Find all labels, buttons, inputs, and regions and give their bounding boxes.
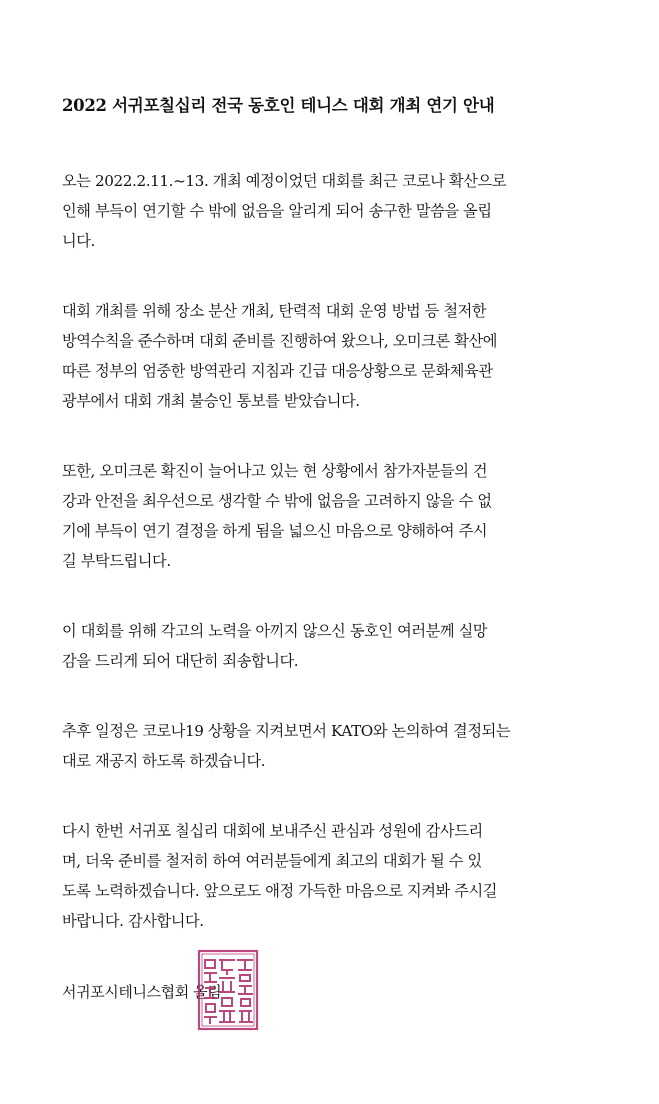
paragraph-2 — [62, 296, 602, 416]
paragraph-3 — [62, 456, 602, 576]
paragraph-6 — [62, 816, 602, 936]
paragraph-line: 이 대회를 위해 각고의 노력을 아끼지 않으신 동호인 여러분께 실망 — [62, 622, 488, 640]
notice-title: 2022 서귀포칠십리 전국 동호인 테니스 대회 개최 연기 안내 — [62, 96, 495, 115]
paragraph-line: 바랍니다. 감사합니다. — [62, 912, 204, 930]
paragraph-line: 강과 안전을 최우선으로 생각할 수 밖에 없음을 고려하지 않을 수 없 — [62, 492, 492, 510]
paragraph-1 — [62, 166, 602, 256]
paragraph-line: 감을 드리게 되어 대단히 죄송합니다. — [62, 652, 299, 670]
paragraph-line: 도록 노력하겠습니다. 앞으로도 애정 가득한 마음으로 지켜봐 주시길 — [62, 882, 498, 900]
paragraph-line: 광부에서 대회 개최 불승인 통보를 받았습니다. — [62, 392, 360, 410]
paragraph-line: 길 부탁드립니다. — [62, 552, 171, 570]
paragraph-line: 추후 일정은 코로나19 상황을 지켜보면서 KATO와 논의하여 결정되는 — [62, 722, 511, 740]
paragraph-line: 또한, 오미크론 확진이 늘어나고 있는 현 상황에서 참가자분들의 건 — [62, 462, 488, 480]
signature-line: 서귀포시테니스협회 올림 — [62, 983, 222, 1001]
paragraph-line: 대회 개최를 위해 장소 분산 개최, 탄력적 대회 운영 방법 등 철저한 — [62, 302, 487, 320]
paragraph-line: 인해 부득이 연기할 수 밖에 없음을 알리게 되어 송구한 말씀을 올립 — [62, 202, 492, 220]
paragraph-5 — [62, 716, 602, 776]
paragraph-line: 따른 정부의 엄중한 방역관리 지침과 긴급 대응상황으로 문화체육관 — [62, 362, 493, 380]
paragraph-line: 며, 더욱 준비를 철저히 하여 여러분들에게 최고의 대회가 될 수 있 — [62, 852, 482, 870]
notice-document — [62, 94, 602, 976]
paragraph-4 — [62, 616, 602, 676]
paragraph-line: 방역수칙을 준수하며 대회 준비를 진행하여 왔으나, 오미크론 확산에 — [62, 332, 498, 350]
paragraph-line: 대로 재공지 하도록 하겠습니다. — [62, 752, 266, 770]
paragraph-line: 오는 2022.2.11.~13. 개최 예정이었던 대회를 최근 코로나 확산으로 — [62, 172, 507, 190]
association-seal — [196, 948, 260, 1032]
paragraph-line: 다시 한번 서귀포 칠십리 대회에 보내주신 관심과 성원에 감사드리 — [62, 822, 483, 840]
notice-body — [62, 166, 602, 936]
paragraph-line: 니다. — [62, 232, 95, 250]
paragraph-line: 기에 부득이 연기 결정을 하게 됨을 넓으신 마음으로 양해하여 주시 — [62, 522, 488, 540]
